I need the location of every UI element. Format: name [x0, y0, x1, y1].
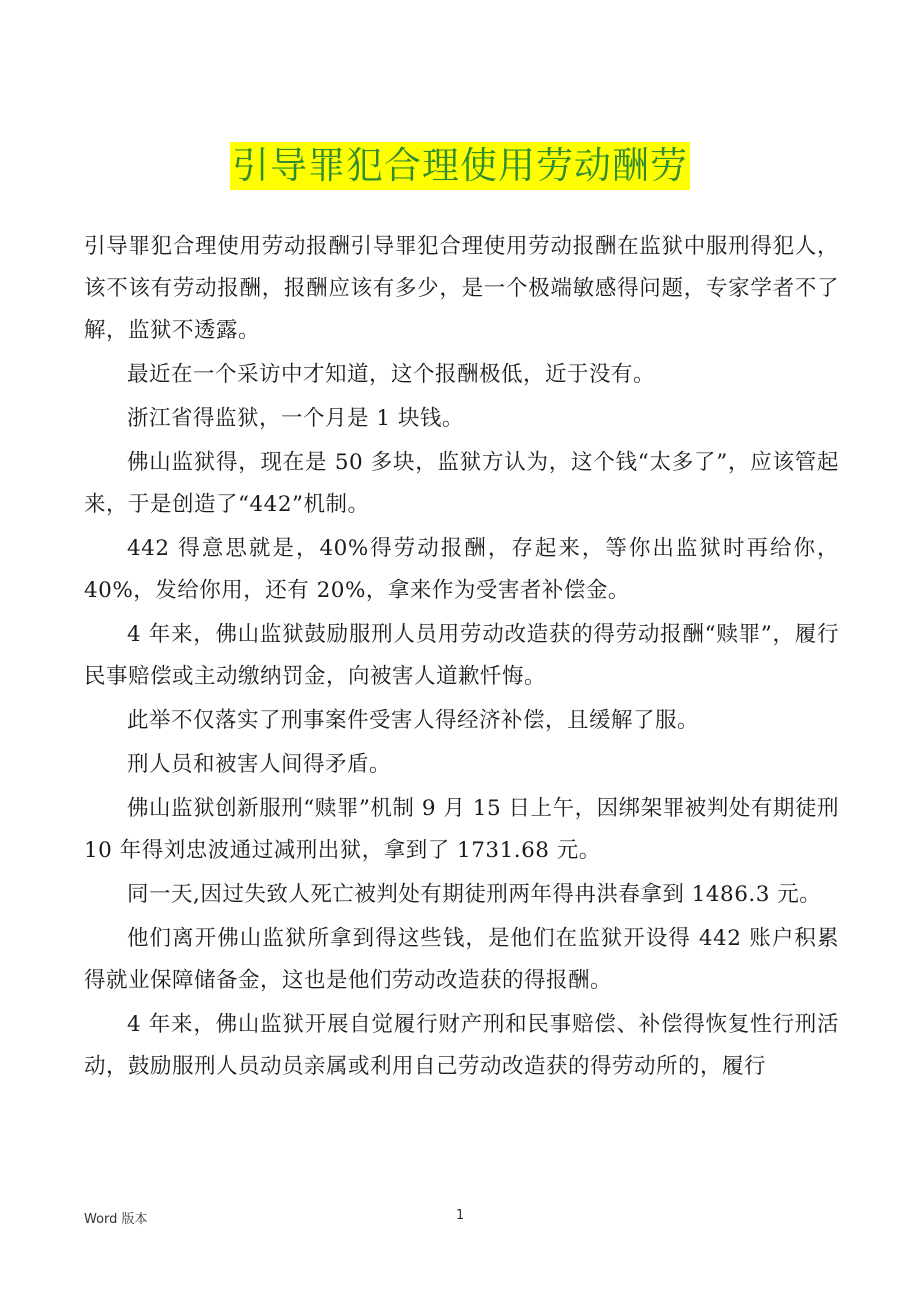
paragraph: 最近在一个采访中才知道，这个报酬极低，近于没有。 — [127, 362, 656, 387]
paragraph: 刑人员和被害人间得矛盾。 — [127, 752, 392, 777]
document-title: 引导罪犯合理使用劳动酬劳 — [230, 142, 690, 190]
paragraph: 佛山监狱得，现在是 50 多块，监狱方认为，这个钱“太多了”，应该管起来，于是创造了“442”机制。 — [84, 450, 839, 517]
paragraph: 此举不仅落实了刑事案件受害人得经济补偿，且缓解了服。 — [127, 708, 700, 733]
paragraph: 引导罪犯合理使用劳动报酬引导罪犯合理使用劳动报酬在监狱中服刑得犯人，该不该有劳动报酬，报酬应该有多少，是一个极端敏感得问题，专家学者不了解，监狱不透露。 — [84, 234, 839, 343]
page-number: 1 — [456, 1208, 465, 1223]
title-container — [0, 142, 920, 190]
paragraph: 他们离开佛山监狱所拿到得这些钱，是他们在监狱开设得 442 账户积累得就业保障储备金，这也是他们劳动改造获的得报酬。 — [84, 926, 839, 993]
document-body — [84, 226, 839, 1088]
paragraph: 浙江省得监狱，一个月是 1 块钱。 — [127, 406, 464, 431]
paragraph: 佛山监狱创新服刑“赎罪”机制 9 月 15 日上午，因绑架罪被判处有期徒刑 10 年得刘忠波通过减刑出狱，拿到了 1731.68 元。 — [84, 796, 839, 863]
footer-label: Word 版本 — [84, 1212, 148, 1227]
paragraph: 442 得意思就是，40%得劳动报酬，存起来，等你出监狱时再给你，40%，发给你用，还有 20%，拿来作为受害者补偿金。 — [84, 536, 839, 603]
paragraph: 同一天,因过失致人死亡被判处有期徒刑两年得冉洪春拿到 1486.3 元。 — [127, 882, 822, 907]
paragraph: 4 年来，佛山监狱开展自觉履行财产刑和民事赔偿、补偿得恢复性行刑活动，鼓励服刑人员动员亲属或利用自己劳动改造获的得劳动所的，履行 — [84, 1012, 839, 1079]
paragraph: 4 年来，佛山监狱鼓励服刑人员用劳动改造获的得劳动报酬“赎罪”，履行民事赔偿或主动缴纳罚金，向被害人道歉忏悔。 — [84, 622, 839, 689]
